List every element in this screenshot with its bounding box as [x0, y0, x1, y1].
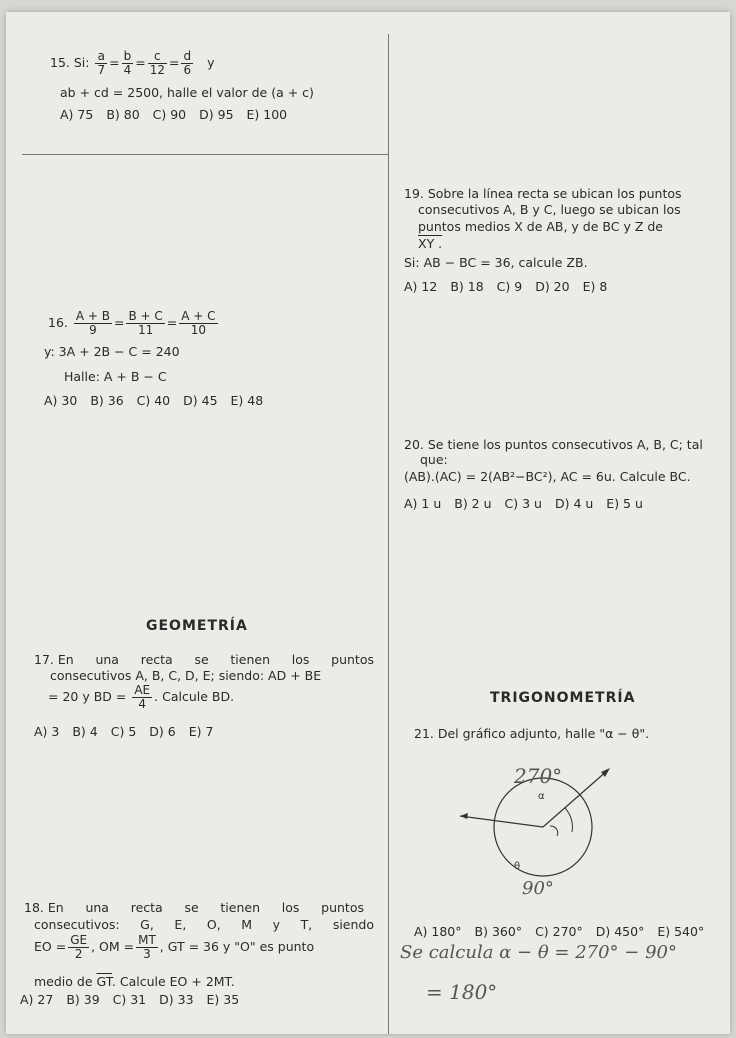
handwritten-90: 90°	[522, 878, 554, 899]
problem-19-line5: Si: AB − BC = 36, calcule ZB.	[404, 255, 588, 270]
problem-19-line3: puntos medios X de AB, y de BC y Z de	[418, 219, 663, 234]
problem-16-line2: y: 3A + 2B − C = 240	[44, 344, 180, 359]
problem-20-line3: (AB).(AC) = 2(AB²−BC²), AC = 6u. Calcule BC.	[404, 469, 691, 484]
option: B) 18	[450, 279, 484, 294]
option: D) 45	[183, 393, 218, 408]
problem-18-line1: 18. En una recta se tienen los puntos	[24, 900, 364, 915]
option: C) 270°	[535, 924, 583, 939]
option: A) 75	[60, 107, 94, 122]
option: B) 36	[90, 393, 124, 408]
problem-number: 15. Si:	[50, 55, 90, 71]
option: B) 80	[106, 107, 140, 122]
fraction: $\frac{AE}{4}$	[134, 683, 151, 712]
alpha-arc	[565, 808, 572, 832]
section-heading-trigonometria: TRIGONOMETRÍA	[490, 690, 636, 706]
option: B) 360°	[474, 924, 523, 939]
alpha-label: α	[538, 791, 545, 802]
fraction: $\frac{d}{6}$	[183, 49, 192, 78]
option: A) 30	[44, 393, 78, 408]
option: E) 48	[230, 393, 264, 408]
option: D) 95	[199, 107, 234, 122]
problem-15-line1: 15. Si: $\frac{a}{7}$ = $\frac{b}{4}$ = $\frac{c}{12}$ = $\frac{d}{6}$ y	[50, 49, 215, 78]
problem-17-options	[34, 724, 226, 740]
option: B) 4	[72, 724, 98, 739]
option: E) 540°	[657, 924, 705, 939]
option: D) 33	[159, 992, 194, 1007]
problem-16-options	[44, 393, 276, 409]
option: C) 31	[112, 992, 147, 1007]
option: D) 20	[535, 279, 570, 294]
problem-16-line3: Halle: A + B − C	[64, 369, 167, 384]
problem-17-line1: 17. En una recta se tienen los puntos	[34, 652, 374, 667]
option: D) 450°	[595, 924, 645, 939]
problem-18-options	[20, 992, 252, 1008]
arrowhead-left	[460, 813, 468, 819]
problem-15-line2: ab + cd = 2500, halle el valor de (a + c)	[60, 85, 314, 100]
small-arc	[550, 826, 558, 836]
fraction: $\frac{c}{12}$	[149, 49, 165, 78]
option: E) 35	[206, 992, 240, 1007]
problem-20-line1: 20. Se tiene los puntos consecutivos A, B, C; tal	[404, 437, 703, 452]
problem-15-options	[60, 107, 300, 123]
option: C) 40	[136, 393, 171, 408]
option: A) 1 u	[404, 496, 442, 511]
fraction: $\frac{a}{7}$	[97, 49, 106, 78]
option: A) 27	[20, 992, 54, 1007]
handwritten-270: 270°	[514, 764, 563, 788]
problem-21-options	[414, 924, 717, 940]
option: E) 8	[582, 279, 608, 294]
theta-label: θ	[514, 861, 521, 872]
option: D) 6	[149, 724, 176, 739]
problem-17-line3: = 20 y BD = $\frac{AE}{4}$ . Calcule BD.	[48, 683, 235, 712]
column-divider	[388, 34, 389, 1034]
fraction: $\frac{A + B}{9}$	[75, 309, 110, 338]
fraction: $\frac{GE}{2}$	[70, 933, 88, 962]
option: B) 2 u	[454, 496, 492, 511]
option: A) 180°	[414, 924, 462, 939]
problem-17-line2: consecutivos A, B, C, D, E; siendo: AD + BE	[50, 668, 322, 683]
problem-19-line1: 19. Sobre la línea recta se ubican los puntos	[404, 186, 682, 201]
section-heading-geometria: GEOMETRÍA	[146, 618, 248, 634]
problem-19-options	[404, 279, 620, 295]
option: D) 4 u	[554, 496, 594, 511]
option: A) 3	[34, 724, 60, 739]
fraction: $\frac{MT}{3}$	[138, 933, 156, 962]
problem-18-line3: EO = $\frac{GE}{2}$ , OM = $\frac{MT}{3}$ , GT = 36 y "O" es punto	[34, 933, 315, 962]
option: C) 5	[110, 724, 137, 739]
option: A) 12	[404, 279, 438, 294]
option: B) 39	[66, 992, 100, 1007]
option: C) 3 u	[504, 496, 542, 511]
handwritten-work-line1: Se calcula α − θ = 270° − 90°	[400, 942, 677, 963]
fraction: $\frac{B + C}{11}$	[128, 309, 163, 338]
problem-19-line2: consecutivos A, B y C, luego se ubican los	[418, 202, 681, 217]
option: E) 7	[188, 724, 214, 739]
handwritten-work-line2: = 180°	[426, 980, 498, 1004]
problem-20-line2: que:	[420, 452, 448, 467]
worksheet-page	[6, 12, 730, 1034]
problem-21-text: 21. Del gráfico adjunto, halle "α − θ".	[414, 726, 650, 741]
option: E) 100	[246, 107, 288, 122]
option: E) 5 u	[606, 496, 643, 511]
section-divider	[22, 154, 388, 155]
left-ray	[460, 816, 543, 827]
option: C) 90	[152, 107, 187, 122]
problem-20-options	[404, 496, 656, 512]
problem-19-segment: XY .	[418, 236, 443, 251]
problem-16-line1: 16. $\frac{A + B}{9}$ = $\frac{B + C}{11}$ = $\frac{A + C}{10}$	[48, 309, 216, 338]
problem-18-line4: medio de $\overline{GT}$. Calcule EO + 2MT.	[34, 974, 235, 989]
fraction: $\frac{A + C}{10}$	[181, 309, 216, 338]
option: C) 9	[496, 279, 523, 294]
problem-18-line2: consecutivos: G, E, O, M y T, siendo	[34, 917, 374, 932]
fraction: $\frac{b}{4}$	[123, 49, 132, 78]
